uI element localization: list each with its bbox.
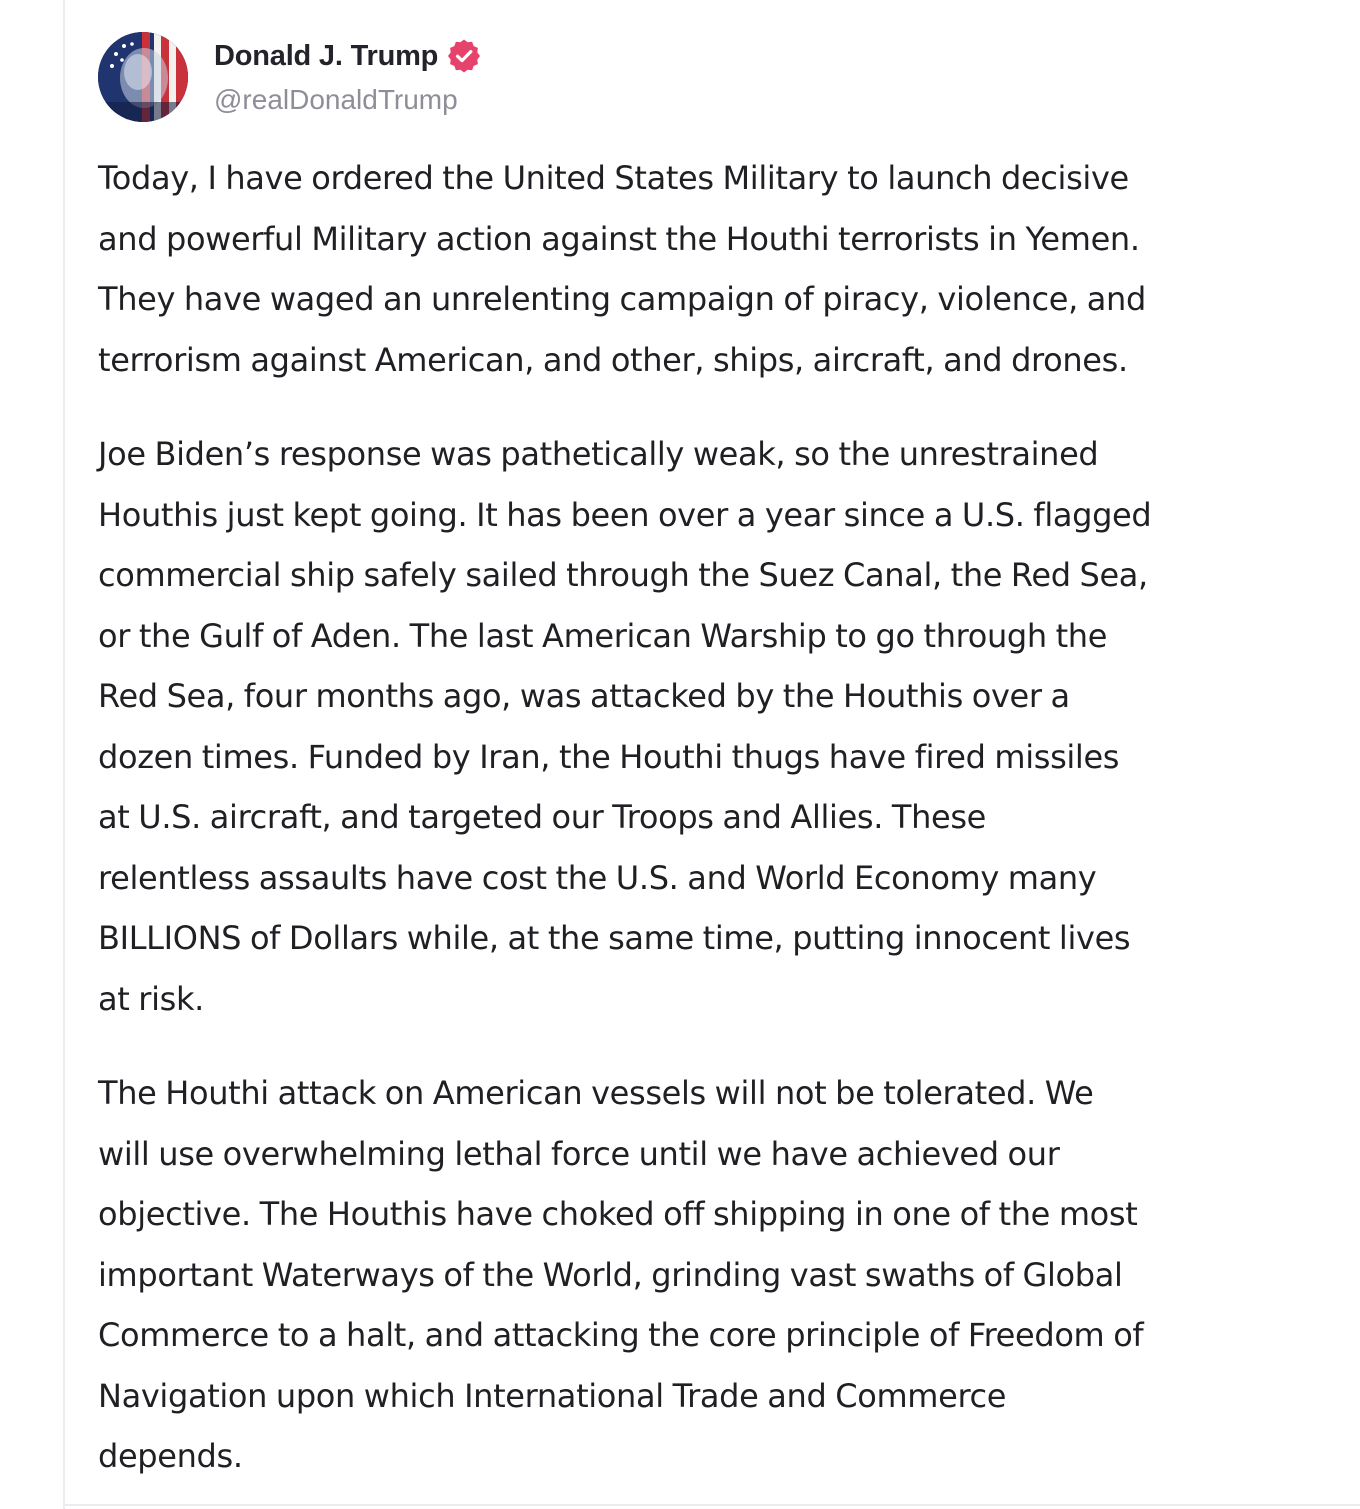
post-text-line: They have waged an unrelenting campaign of piracy, violence, and xyxy=(98,280,1146,318)
post-text-line: objective. The Houthis have choked off shipping in one of the most xyxy=(98,1195,1138,1233)
post-text-line: at risk. xyxy=(98,979,204,1018)
verified-badge-icon xyxy=(447,39,481,73)
post-bottom-divider xyxy=(63,1504,1360,1506)
post-text-line: depends. xyxy=(98,1437,243,1475)
post-paragraph xyxy=(98,424,1348,1029)
feed-left-border xyxy=(63,0,65,1509)
author-display-name[interactable]: Donald J. Trump xyxy=(214,39,439,72)
post-text-line: Navigation upon which International Trade and Commerce xyxy=(98,1376,1007,1415)
post-text-line: relentless assaults have cost the U.S. and World Economy many xyxy=(98,858,1097,897)
post-text-line: commercial ship safely sailed through the Suez Canal, the Red Sea, xyxy=(98,556,1148,594)
post-paragraph xyxy=(98,148,1348,390)
post-text-line: Commerce to a halt, and attacking the core principle of Freedom of xyxy=(98,1316,1144,1354)
author-avatar[interactable] xyxy=(98,32,188,122)
post-paragraph xyxy=(98,1063,1348,1487)
post-header xyxy=(98,32,1348,124)
post-body xyxy=(98,148,1348,1487)
post-text-line: Joe Biden’s response was pathetically weak, so the unrestrained xyxy=(98,435,1099,473)
author-handle[interactable]: @realDonaldTrump xyxy=(214,84,458,115)
post-text-line: or the Gulf of Aden. The last American Warship to go through the xyxy=(98,616,1108,655)
post-text-line: The Houthi attack on American vessels will not be tolerated. We xyxy=(98,1074,1094,1112)
post-text-line: important Waterways of the World, grinding vast swaths of Global xyxy=(98,1255,1123,1294)
post-card xyxy=(98,32,1348,1487)
flag-portrait-avatar-icon xyxy=(98,32,188,122)
post-text-line: at U.S. aircraft, and targeted our Troops and Allies. These xyxy=(98,798,986,836)
post-text-line: Today, I have ordered the United States Military to launch decisive xyxy=(98,159,1129,197)
post-text-line: BILLIONS of Dollars while, at the same time, putting innocent lives xyxy=(98,919,1131,957)
author-name-row xyxy=(214,38,481,74)
author-identity xyxy=(214,38,481,116)
post-text-line: Houthis just kept going. It has been over a year since a U.S. flagged xyxy=(98,495,1152,534)
post-text-line: dozen times. Funded by Iran, the Houthi thugs have fired missiles xyxy=(98,737,1120,776)
post-text-line: will use overwhelming lethal force until we have achieved our xyxy=(98,1134,1060,1173)
post-text-line: and powerful Military action against the Houthi terrorists in Yemen. xyxy=(98,219,1140,258)
post-text-line: Red Sea, four months ago, was attacked by the Houthis over a xyxy=(98,677,1070,715)
post-text-line: terrorism against American, and other, ships, aircraft, and drones. xyxy=(98,340,1128,379)
